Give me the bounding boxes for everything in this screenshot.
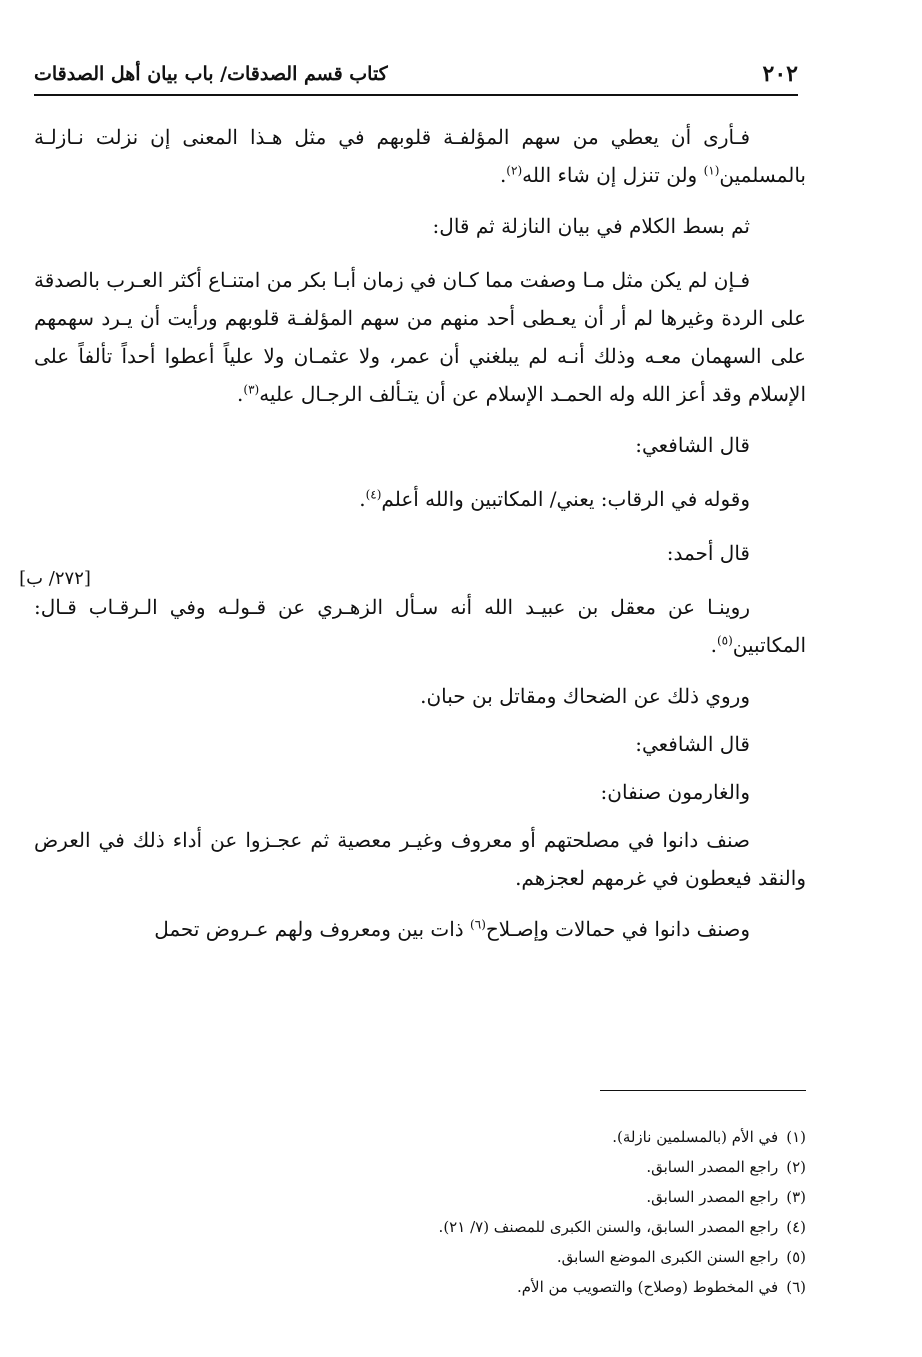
paragraph-8 [34,677,806,715]
paragraph-12 [34,910,806,948]
footnote-6 [300,1272,806,1302]
paragraph-10 [34,773,806,811]
footnote-number: (٣) [786,1188,806,1206]
paragraph-5-text: وقوله في الرقاب: يعني/ المكاتبين والله أعلم [381,487,750,511]
footnote-number: (٤) [786,1218,806,1236]
paragraph-4 [34,426,806,464]
footnote-text: في الأم (بالمسلمين نازلة). [612,1128,779,1146]
paragraph-2 [34,207,806,245]
footnote-text: راجع المصدر السابق. [646,1158,779,1176]
speaker-label-ahmad: قال أحمد: [666,541,750,565]
page-number: ٢٠٢ [762,61,798,87]
footnote-number: (٥) [786,1248,806,1266]
paragraph-7 [34,588,806,664]
paragraph-2-text: ثم بسط الكلام في بيان النازلة ثم قال: [432,214,750,238]
footnote-text: في المخطوط (وصلاح) والتصويب من الأم. [516,1278,779,1296]
paragraph-12-text: وصنف دانوا في حمالات وإصـلاح [485,917,750,941]
footnote-ref-6: (٦) [470,917,486,932]
footnote-text: راجع المصدر السابق، والسنن الكبرى للمصنف (٧/ ٢١). [438,1218,779,1236]
footnote-ref-5: (٥) [716,633,733,648]
speaker-label-shafii-2: قال الشافعي: [635,732,750,756]
paragraph-12-continuation: ذات بين ومعروف ولهم عـروض تحمل [154,917,471,941]
footnote-ref-4: (٤) [365,487,382,502]
footnote-number: (١) [786,1128,806,1146]
paragraph-3 [34,261,806,413]
speaker-label-shafii: قال الشافعي: [635,433,750,457]
paragraph-5 [34,480,806,518]
footnote-number: (٢) [786,1158,806,1176]
paragraph-1-end: . [499,163,507,187]
paragraph-7-text: روينـا عن معقل بن عبيـد الله أنه سـأل الزهـري عن قـولـه وفي الـرقـاب قـال: المكاتبين [34,595,806,657]
footnote-ref-1: (١) [703,163,720,178]
paragraph-8-text: وروي ذلك عن الضحاك ومقاتل بن حبان. [420,684,750,708]
paragraph-9 [34,725,806,763]
main-text [34,118,806,961]
footnote-ref-2: (٢) [506,163,523,178]
paragraph-6 [34,534,806,572]
paragraph-1 [34,118,806,194]
paragraph-5-end: . [359,487,366,511]
footnote-text: راجع السنن الكبرى الموضع السابق. [556,1248,779,1266]
running-title: كتاب قسم الصدقات/ باب بيان أهل الصدقات [34,63,388,85]
page-header [34,54,798,96]
manuscript-folio-note: [٢٧٢/ ب] [19,568,91,589]
footnote-5 [300,1242,806,1272]
paragraph-1-text: فـأرى أن يعطي من سهم المؤلفـة قلوبهم في مثل هـذا المعنى إن نزلت نـازلـة بالمسلمين [34,125,806,187]
footnote-number: (٦) [786,1278,806,1296]
paragraph-3-end: . [237,382,244,406]
paragraph-11 [34,821,806,897]
footnote-ref-3: (٣) [243,382,260,397]
paragraph-10-text: والغارمون صنفان: [600,780,750,804]
paragraph-11-text: صنف دانوا في مصلحتهم أو معروف وغيـر معصية ثم عجـزوا عن أداء ذلك في العرض والنقد فيعطون في غرمهم لعجزهم. [34,828,806,890]
paragraph-3-text: فـإن لم يكن مثل مـا وصفت مما كـان في زمان أبـا بكر من امتنـاع أكثر العـرب بالصدقة على الردة وغيرها لم أر أن يعـطى أحد منهم من سهم المؤلفـة قلوبهم ورأيت أن يـرد سهمهم على السهمان معـه وذلك أنـه لم يبلغني أن عمر، ولا عثمـان ولا علياً أعطوا أحداً تألفاً على الإسلام وقد أعز الله وله الحمـد الإسلام عن أن يتـألف الرجـال عليه [34,268,806,406]
paragraph-1-continuation: ولن تنزل إن شاء الله [522,163,704,187]
paragraph-7-end: . [710,633,717,657]
footnote-3 [300,1182,806,1212]
footnote-4 [300,1212,806,1242]
footnotes [300,1122,806,1302]
footnote-divider [600,1090,806,1091]
footnote-text: راجع المصدر السابق. [646,1188,779,1206]
footnote-2 [300,1152,806,1182]
footnote-1 [300,1122,806,1152]
